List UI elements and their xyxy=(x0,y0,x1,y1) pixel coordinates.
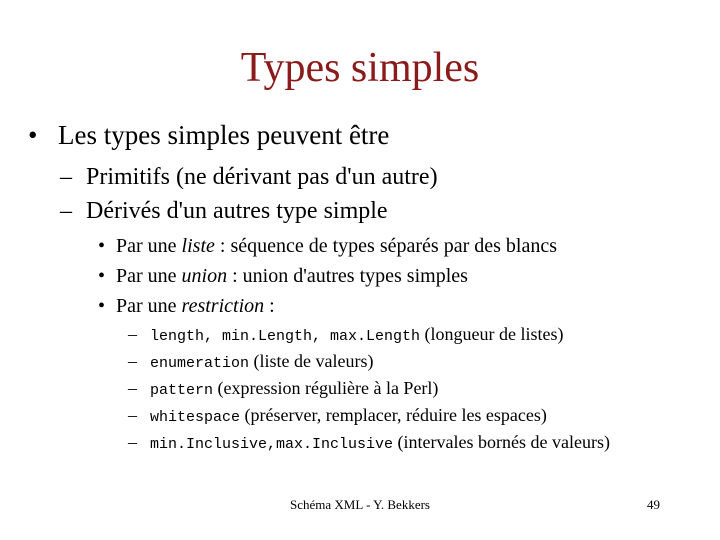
facet-desc: (intervales bornés de valeurs) xyxy=(393,432,610,452)
facet-code: length, min.Length, max.Length xyxy=(150,328,421,345)
facet-pattern xyxy=(128,377,438,402)
kind-suffix: : xyxy=(264,295,275,317)
facet-inclusive xyxy=(128,431,610,456)
kind-term: restriction xyxy=(181,295,265,317)
dash-marker: – xyxy=(128,432,137,452)
kind-union xyxy=(98,263,468,289)
facet-code: min.Inclusive,max.Inclusive xyxy=(150,436,394,453)
facet-desc: (liste de valeurs) xyxy=(249,351,374,371)
kind-term: union xyxy=(181,265,228,287)
dash-marker: – xyxy=(128,378,137,398)
dash-marker: – xyxy=(128,324,137,344)
kind-term: liste xyxy=(181,235,215,257)
page-number: 49 xyxy=(647,497,660,512)
dash-marker: – xyxy=(128,351,137,371)
facet-code: whitespace xyxy=(150,409,241,426)
facet-desc: (expression régulière à la Perl) xyxy=(213,378,439,398)
facet-desc: (longueur de listes) xyxy=(420,324,564,344)
sub-item-derives xyxy=(60,196,388,226)
dash-marker: – xyxy=(60,164,72,190)
facet-code: pattern xyxy=(150,382,214,399)
dash-marker: – xyxy=(128,405,137,425)
bullet-marker: • xyxy=(98,235,106,257)
facet-enumeration xyxy=(128,350,373,375)
slide-footer: Schéma XML - Y. Bekkers xyxy=(290,497,430,512)
kind-restriction xyxy=(98,293,275,319)
bullet-main-text: Les types simples peuvent être xyxy=(58,120,390,150)
kind-suffix: : union d'autres types simples xyxy=(227,265,468,287)
kind-prefix: Par une xyxy=(116,295,182,317)
dash-marker: – xyxy=(60,198,72,224)
sub-item-text: Dérivés d'un autres type simple xyxy=(86,198,388,224)
bullet-marker: • xyxy=(28,120,38,150)
sub-item-text: Primitifs (ne dérivant pas d'un autre) xyxy=(86,164,438,190)
sub-item-primitifs xyxy=(60,162,438,192)
kind-liste xyxy=(98,233,557,259)
facet-desc: (préserver, remplacer, réduire les espaces) xyxy=(240,405,547,425)
bullet-marker: • xyxy=(98,295,106,317)
kind-suffix: : séquence de types séparés par des blancs xyxy=(214,235,557,257)
bullet-marker: • xyxy=(98,265,106,287)
kind-prefix: Par une xyxy=(116,265,182,287)
slide-title: Types simples xyxy=(240,45,480,91)
facet-whitespace xyxy=(128,404,547,429)
facet-code: enumeration xyxy=(150,355,250,372)
kind-prefix: Par une xyxy=(116,235,182,257)
bullet-main xyxy=(28,118,389,152)
facet-length xyxy=(128,323,564,348)
